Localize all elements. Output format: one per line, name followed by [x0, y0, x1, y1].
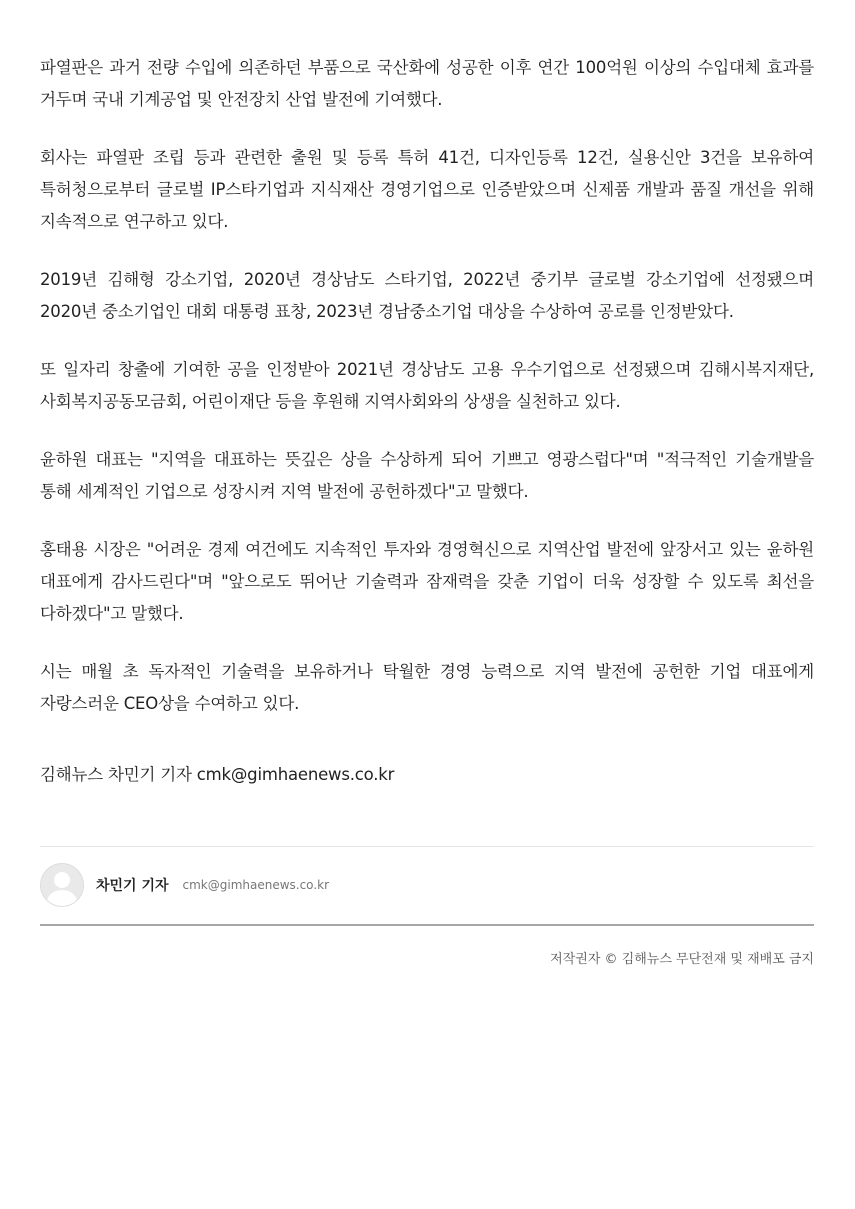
- article-paragraph: 2019년 김해형 강소기업, 2020년 경상남도 스타기업, 2022년 중기부 글로벌 강소기업에 선정됐으며 2020년 중소기업인 대회 대통령 표창, 2023년 경남중소기업 대상을 수상하여 공로를 인정받았다.: [40, 270, 814, 321]
- article-byline: 김해뉴스 차민기 기자 cmk@gimhaenews.co.kr: [40, 765, 395, 784]
- article-paragraph: 홍태용 시장은 "어려운 경제 여건에도 지속적인 투자와 경영혁신으로 지역산업 발전에 앞장서고 있는 윤하원 대표에게 감사드린다"며 "앞으로도 뛰어난 기술력과 잠재력을 갖춘 기업이 더욱 성장할 수 있도록 최선을 다하겠다"고 말했다.: [40, 540, 814, 623]
- article-paragraph: 윤하원 대표는 "지역을 대표하는 뜻깊은 상을 수상하게 되어 기쁘고 영광스럽다"며 "적극적인 기술개발을 통해 세계적인 기업으로 성장시켜 지역 발전에 공헌하겠다"고 말했다.: [40, 450, 814, 501]
- article-paragraph: 또 일자리 창출에 기여한 공을 인정받아 2021년 경상남도 고용 우수기업으로 선정됐으며 김해시복지재단, 사회복지공동모금회, 어린이재단 등을 후원해 지역사회와의 상생을 실천하고 있다.: [40, 360, 814, 411]
- reporter-divider-bottom: [40, 924, 814, 926]
- copyright-notice: 저작권자 © 김해뉴스 무단전재 및 재배포 금지: [550, 952, 814, 967]
- article-paragraph: 파열판은 과거 전량 수입에 의존하던 부품으로 국산화에 성공한 이후 연간 100억원 이상의 수입대체 효과를 거두며 국내 기계공업 및 안전장치 산업 발전에 기여했다.: [40, 58, 814, 109]
- user-silhouette-icon: [40, 863, 84, 907]
- reporter-name[interactable]: 차민기 기자: [96, 878, 169, 894]
- article-body: [40, 52, 814, 746]
- article-paragraph: 회사는 파열판 조립 등과 관련한 출원 및 등록 특허 41건, 디자인등록 12건, 실용신안 3건을 보유하여 특허청으로부터 글로벌 IP스타기업과 지식재산 경영기업으로 인증받았으며 신제품 개발과 품질 개선을 위해 지속적으로 연구하고 있다.: [40, 148, 814, 231]
- reporter-card[interactable]: [40, 863, 814, 907]
- article-paragraph: 시는 매월 초 독자적인 기술력을 보유하거나 탁월한 경영 능력으로 지역 발전에 공헌한 기업 대표에게 자랑스러운 CEO상을 수여하고 있다.: [40, 662, 814, 713]
- reporter-divider-top: [40, 846, 814, 847]
- reporter-email[interactable]: cmk@gimhaenews.co.kr: [182, 878, 330, 892]
